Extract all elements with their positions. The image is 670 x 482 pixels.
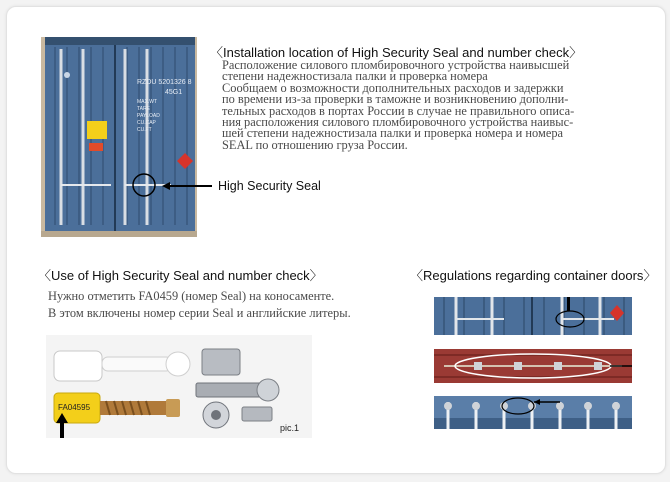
pic-caption: pic.1 — [280, 423, 300, 433]
container-code: RZDU 5201326 8 — [137, 79, 192, 86]
install-body-line: тельных расходов в портах России в случае не правильного описа- — [222, 103, 575, 118]
door-rods-bottom — [434, 396, 632, 429]
seal-number-label: FA04595 — [58, 403, 91, 412]
door-photo-middle — [434, 349, 632, 383]
seal-illustration — [46, 335, 312, 438]
container-panel-line: CU.FT — [137, 127, 152, 133]
install-body-line: ния расположения силового пломбировочного устройства наивыс- — [222, 115, 574, 130]
seal-photo — [46, 335, 312, 438]
callout-arrow — [162, 180, 214, 192]
container-panel-line: PAYLOAD — [137, 113, 160, 119]
container-door-illustration — [41, 37, 197, 237]
use-heading: 〈Use of High Security Seal and number check〉 — [38, 268, 323, 283]
install-body-line: степени надежностизала палки и проверка номера — [222, 69, 488, 84]
door-rods-top — [434, 297, 632, 335]
container-type-code: 45G1 — [165, 89, 183, 96]
door-photo-bottom — [434, 396, 632, 429]
use-body-line: В этом включены номер серии Seal и английские литеры. — [48, 306, 351, 320]
container-panel-line: MAX.WT — [137, 99, 157, 105]
install-body-line: шей степени надежностизала палки и проверка номера и номера — [222, 126, 564, 141]
install-body-line: по времени из-за проверки в таможне и возникновению дополни- — [222, 92, 569, 107]
door-photo-top — [434, 297, 632, 335]
door-bars-red — [434, 349, 632, 383]
container-panel-line: CU.CAP — [137, 120, 156, 126]
install-body-line: SEAL по отношению груза России. — [222, 137, 408, 152]
use-body-line: Нужно отметить FA0459 (номер Seal) на коносаменте. — [48, 289, 335, 303]
container-door-photo — [41, 37, 197, 237]
install-body-line: Сообщаем о возможности дополнительных расходов и задержки — [222, 80, 564, 95]
container-panel-line: TARE — [137, 106, 150, 112]
install-body-line: Расположение силового пломбировочного устройства наивысшей — [222, 58, 570, 72]
regulations-heading: 〈Regulations regarding container doors〉 — [410, 268, 657, 283]
high-security-seal-callout: High Security Seal — [218, 179, 321, 193]
install-body-text — [222, 60, 662, 151]
install-heading: 〈Installation location of High Security Seal and number check〉 — [210, 45, 583, 60]
